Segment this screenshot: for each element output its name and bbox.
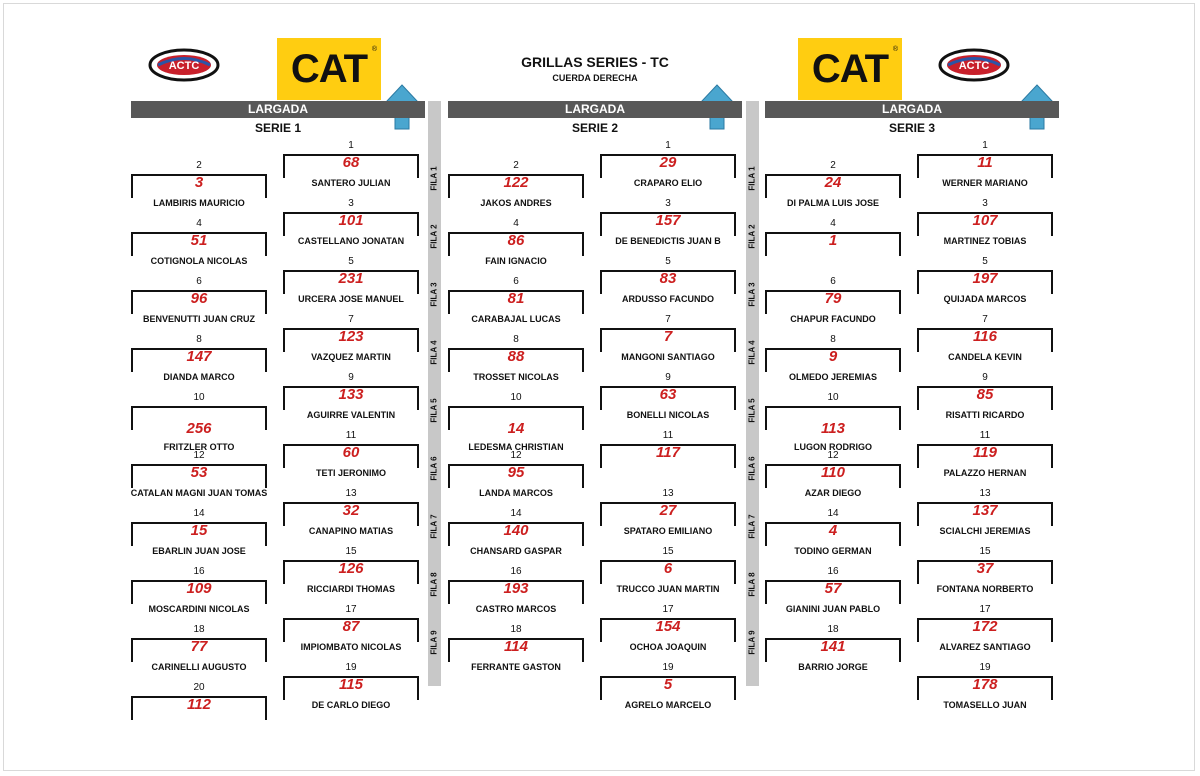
car-slot bbox=[448, 406, 584, 442]
car-number: 116 bbox=[973, 328, 997, 345]
grid-position: 1 bbox=[665, 140, 671, 151]
car-slot bbox=[131, 348, 267, 372]
driver-name: JAKOS ANDRES bbox=[480, 198, 552, 208]
car-number: 15 bbox=[190, 522, 208, 539]
car-number: 6 bbox=[663, 560, 673, 577]
driver-name: COTIGNOLA NICOLAS bbox=[150, 256, 248, 266]
car-slot bbox=[131, 406, 267, 442]
car-number: 68 bbox=[342, 154, 360, 171]
driver-name: FRITZLER OTTO bbox=[163, 442, 235, 452]
grid-position: 4 bbox=[830, 218, 836, 229]
car-slot bbox=[448, 232, 584, 256]
driver-name: CASTRO MARCOS bbox=[475, 604, 557, 614]
driver-name: URCERA JOSE MANUEL bbox=[298, 294, 404, 304]
car-slot bbox=[917, 212, 1053, 236]
car-slot bbox=[765, 638, 901, 662]
car-slot bbox=[283, 618, 419, 642]
car-slot bbox=[131, 696, 267, 720]
car-slot bbox=[765, 174, 901, 198]
car-number: 4 bbox=[828, 522, 838, 539]
grid-position: 7 bbox=[665, 314, 671, 325]
driver-name: LUGON RODRIGO bbox=[794, 442, 872, 452]
actc-logo bbox=[938, 48, 1010, 82]
driver-name: LAMBIRIS MAURICIO bbox=[153, 198, 245, 208]
car-slot bbox=[765, 348, 901, 372]
car-number: 79 bbox=[824, 290, 842, 307]
car-slot bbox=[131, 580, 267, 604]
car-number: 95 bbox=[507, 464, 525, 481]
car-number: 87 bbox=[342, 618, 360, 635]
grid-position: 14 bbox=[193, 508, 205, 519]
driver-name: CANAPINO MATIAS bbox=[308, 526, 394, 536]
driver-name: DI PALMA LUIS JOSE bbox=[786, 198, 879, 208]
car-slot bbox=[917, 154, 1053, 178]
car-number: 193 bbox=[503, 580, 529, 597]
car-number: 114 bbox=[504, 638, 528, 655]
driver-name: CASTELLANO JONATAN bbox=[297, 236, 405, 246]
driver-name: TRUCCO JUAN MARTIN bbox=[616, 584, 720, 594]
car-slot bbox=[600, 560, 736, 584]
car-slot bbox=[131, 464, 267, 488]
car-number: 119 bbox=[973, 444, 997, 461]
driver-name: AGUIRRE VALENTIN bbox=[306, 410, 396, 420]
car-slot bbox=[765, 464, 901, 488]
fila-label-text: FILA 8 bbox=[430, 571, 439, 597]
driver-name: LANDA MARCOS bbox=[479, 488, 553, 498]
largada-bar: LARGADA bbox=[131, 101, 425, 118]
fila-label-text: FILA 3 bbox=[430, 281, 439, 307]
fila-label-text: FILA 1 bbox=[748, 165, 757, 191]
grid-position: 4 bbox=[513, 218, 519, 229]
car-slot bbox=[765, 290, 901, 314]
car-number: 88 bbox=[507, 348, 525, 365]
car-number: 107 bbox=[972, 212, 998, 229]
driver-name: GIANINI JUAN PABLO bbox=[785, 604, 881, 614]
car-slot bbox=[765, 232, 901, 256]
cat-registered-mark: ® bbox=[371, 46, 377, 53]
car-number: 81 bbox=[507, 290, 525, 307]
car-number: 110 bbox=[821, 464, 845, 481]
driver-name: TODINO GERMAN bbox=[794, 546, 872, 556]
car-number: 112 bbox=[187, 696, 211, 713]
largada-bar: LARGADA bbox=[765, 101, 1059, 118]
grid-position: 18 bbox=[510, 624, 522, 635]
car-number: 77 bbox=[190, 638, 208, 655]
fila-label-text: FILA 3 bbox=[748, 281, 757, 307]
driver-name: WERNER MARIANO bbox=[942, 178, 1028, 188]
car-number: 3 bbox=[194, 174, 204, 191]
fila-label-text: FILA 2 bbox=[748, 223, 757, 249]
grid-position: 5 bbox=[982, 256, 988, 267]
driver-name: VAZQUEZ MARTIN bbox=[311, 352, 391, 362]
driver-name: BARRIO JORGE bbox=[798, 662, 868, 672]
grid-position: 8 bbox=[196, 334, 202, 345]
car-slot bbox=[283, 154, 419, 178]
serie-title: SERIE 3 bbox=[888, 121, 936, 135]
car-number: 32 bbox=[342, 502, 360, 519]
car-number: 123 bbox=[338, 328, 364, 345]
fila-label-text: FILA 5 bbox=[748, 397, 757, 423]
car-slot bbox=[448, 580, 584, 604]
car-slot bbox=[448, 348, 584, 372]
grid-position: 11 bbox=[662, 430, 674, 441]
car-slot bbox=[600, 618, 736, 642]
grid-position: 10 bbox=[827, 392, 839, 403]
driver-name: OLMEDO JEREMIAS bbox=[788, 372, 877, 382]
car-slot bbox=[448, 290, 584, 314]
car-slot bbox=[917, 270, 1053, 294]
grid-position: 2 bbox=[196, 160, 202, 171]
car-slot bbox=[600, 502, 736, 526]
driver-name: SPATARO EMILIANO bbox=[623, 526, 713, 536]
fila-label-text: FILA 4 bbox=[430, 339, 439, 365]
car-number: 57 bbox=[824, 580, 842, 597]
car-number: 1 bbox=[828, 232, 838, 249]
car-number: 115 bbox=[339, 676, 363, 693]
driver-name: ALVAREZ SANTIAGO bbox=[939, 642, 1031, 652]
car-slot bbox=[600, 328, 736, 352]
cat-registered-mark: ® bbox=[892, 46, 898, 53]
svg-text:ACTC: ACTC bbox=[168, 60, 200, 72]
grid-position: 13 bbox=[345, 488, 357, 499]
driver-name: PALAZZO HERNAN bbox=[943, 468, 1027, 478]
driver-name: FAIN IGNACIO bbox=[485, 256, 547, 266]
car-slot bbox=[283, 502, 419, 526]
actc-logo bbox=[148, 48, 220, 82]
svg-text:ACTC: ACTC bbox=[958, 60, 990, 72]
grid-position: 14 bbox=[827, 508, 839, 519]
driver-name: TOMASELLO JUAN bbox=[943, 700, 1027, 710]
driver-name: CRAPARO ELIO bbox=[633, 178, 703, 188]
car-number: 157 bbox=[655, 212, 681, 229]
grid-position: 16 bbox=[827, 566, 839, 577]
grid-position: 19 bbox=[662, 662, 674, 673]
car-slot bbox=[283, 444, 419, 468]
driver-name: MARTINEZ TOBIAS bbox=[943, 236, 1027, 246]
car-slot bbox=[765, 580, 901, 604]
car-number: 178 bbox=[972, 676, 998, 693]
car-slot bbox=[448, 638, 584, 662]
car-slot bbox=[600, 386, 736, 410]
grid-position: 16 bbox=[193, 566, 205, 577]
fila-label bbox=[746, 448, 759, 488]
grid-position: 15 bbox=[979, 546, 991, 557]
driver-name: FERRANTE GASTON bbox=[471, 662, 561, 672]
car-number: 113 bbox=[821, 420, 845, 437]
car-number: 37 bbox=[976, 560, 994, 577]
driver-name: LEDESMA CHRISTIAN bbox=[468, 442, 564, 452]
car-number: 101 bbox=[338, 212, 364, 229]
fila-label-text: FILA 4 bbox=[748, 339, 757, 365]
car-number: 83 bbox=[659, 270, 677, 287]
car-number: 137 bbox=[972, 502, 998, 519]
car-slot bbox=[448, 174, 584, 198]
car-number: 24 bbox=[824, 174, 842, 191]
driver-name: CARINELLI AUGUSTO bbox=[151, 662, 247, 672]
car-slot bbox=[765, 522, 901, 546]
serie-title: SERIE 2 bbox=[571, 121, 619, 135]
car-slot bbox=[917, 444, 1053, 468]
grid-position: 19 bbox=[979, 662, 991, 673]
grid-position: 1 bbox=[348, 140, 354, 151]
car-number: 51 bbox=[190, 232, 208, 249]
car-number: 141 bbox=[820, 638, 846, 655]
car-slot bbox=[131, 232, 267, 256]
car-number: 85 bbox=[976, 386, 994, 403]
grid-position: 5 bbox=[665, 256, 671, 267]
car-number: 86 bbox=[507, 232, 525, 249]
page-title: GRILLAS SERIES - TC bbox=[521, 54, 669, 70]
car-slot bbox=[917, 386, 1053, 410]
grid-position: 1 bbox=[982, 140, 988, 151]
car-number: 126 bbox=[338, 560, 364, 577]
grid-position: 8 bbox=[830, 334, 836, 345]
fila-label-text: FILA 9 bbox=[748, 629, 757, 655]
grid-position: 3 bbox=[982, 198, 988, 209]
car-number: 231 bbox=[338, 270, 364, 287]
driver-name: RICCIARDI THOMAS bbox=[307, 584, 395, 594]
car-slot bbox=[283, 560, 419, 584]
grid-position: 13 bbox=[662, 488, 674, 499]
driver-name: ARDUSSO FACUNDO bbox=[621, 294, 714, 304]
cat-logo bbox=[277, 38, 381, 100]
driver-name: TROSSET NICOLAS bbox=[473, 372, 559, 382]
car-number: 5 bbox=[663, 676, 673, 693]
driver-name: SCIALCHI JEREMIAS bbox=[939, 526, 1031, 536]
car-slot bbox=[283, 328, 419, 352]
car-number: 63 bbox=[659, 386, 677, 403]
driver-name: IMPIOMBATO NICOLAS bbox=[300, 642, 402, 652]
car-slot bbox=[600, 270, 736, 294]
car-slot bbox=[600, 212, 736, 236]
car-slot bbox=[131, 174, 267, 198]
grid-position: 18 bbox=[193, 624, 205, 635]
fila-label-text: FILA 7 bbox=[430, 513, 439, 539]
fila-label-text: FILA 8 bbox=[748, 571, 757, 597]
cat-logo-text: CAT bbox=[290, 46, 368, 91]
car-slot bbox=[448, 522, 584, 546]
car-number: 14 bbox=[507, 420, 525, 437]
driver-name: QUIJADA MARCOS bbox=[943, 294, 1027, 304]
car-number: 109 bbox=[186, 580, 212, 597]
fila-label-text: FILA 2 bbox=[430, 223, 439, 249]
driver-name: CARABAJAL LUCAS bbox=[471, 314, 561, 324]
grid-position: 17 bbox=[979, 604, 991, 615]
grid-position: 6 bbox=[196, 276, 202, 287]
fila-label-text: FILA 6 bbox=[430, 455, 439, 481]
grid-position: 17 bbox=[345, 604, 357, 615]
grid-position: 5 bbox=[348, 256, 354, 267]
car-number: 147 bbox=[186, 348, 212, 365]
grid-position: 13 bbox=[979, 488, 991, 499]
car-slot bbox=[283, 676, 419, 700]
driver-name: BENVENUTTI JUAN CRUZ bbox=[142, 314, 255, 324]
grid-position: 6 bbox=[830, 276, 836, 287]
grid-position: 7 bbox=[348, 314, 354, 325]
car-number: 197 bbox=[972, 270, 998, 287]
car-slot bbox=[917, 502, 1053, 526]
car-number: 256 bbox=[186, 420, 212, 437]
driver-name: CHAPUR FACUNDO bbox=[790, 314, 876, 324]
fila-label-text: FILA 7 bbox=[748, 513, 757, 539]
driver-name: EBARLIN JUAN JOSE bbox=[152, 546, 246, 556]
grid-position: 12 bbox=[510, 450, 522, 461]
driver-name: SANTERO JULIAN bbox=[311, 178, 391, 188]
car-number: 60 bbox=[342, 444, 360, 461]
driver-name: DE BENEDICTIS JUAN B bbox=[615, 236, 721, 246]
grid-position: 20 bbox=[193, 682, 205, 693]
car-slot bbox=[917, 618, 1053, 642]
grid-position: 3 bbox=[348, 198, 354, 209]
grid-position: 19 bbox=[345, 662, 357, 673]
car-number: 53 bbox=[190, 464, 208, 481]
grid-position: 8 bbox=[513, 334, 519, 345]
grid-position: 15 bbox=[345, 546, 357, 557]
grid-position: 16 bbox=[510, 566, 522, 577]
car-slot bbox=[131, 290, 267, 314]
driver-name: MOSCARDINI NICOLAS bbox=[148, 604, 250, 614]
grid-position: 11 bbox=[345, 430, 357, 441]
fila-label-text: FILA 9 bbox=[430, 629, 439, 655]
car-number: 140 bbox=[503, 522, 529, 539]
largada-bar: LARGADA bbox=[448, 101, 742, 118]
car-number: 122 bbox=[503, 174, 529, 191]
car-slot bbox=[283, 386, 419, 410]
driver-name: CANDELA KEVIN bbox=[948, 352, 1022, 362]
page-subtitle: CUERDA DERECHA bbox=[552, 73, 638, 83]
driver-name: CATALAN MAGNI JUAN TOMAS bbox=[130, 488, 268, 498]
driver-name: BONELLI NICOLAS bbox=[626, 410, 710, 420]
driver-name: DE CARLO DIEGO bbox=[311, 700, 391, 710]
driver-name: MANGONI SANTIAGO bbox=[621, 352, 715, 362]
car-slot bbox=[283, 270, 419, 294]
grid-position: 14 bbox=[510, 508, 522, 519]
grid-position: 9 bbox=[982, 372, 988, 383]
grid-position: 7 bbox=[982, 314, 988, 325]
cat-logo bbox=[798, 38, 902, 100]
driver-name: TETI JERONIMO bbox=[315, 468, 386, 478]
driver-name: DIANDA MARCO bbox=[163, 372, 235, 382]
grid-position: 9 bbox=[348, 372, 354, 383]
serie-title: SERIE 1 bbox=[254, 121, 302, 135]
grid-position: 2 bbox=[830, 160, 836, 171]
driver-name: AGRELO MARCELO bbox=[624, 700, 712, 710]
car-slot bbox=[917, 328, 1053, 352]
car-number: 11 bbox=[977, 154, 993, 171]
car-slot bbox=[600, 154, 736, 178]
grid-position: 6 bbox=[513, 276, 519, 287]
car-slot bbox=[600, 444, 736, 468]
driver-name: CHANSARD GASPAR bbox=[470, 546, 562, 556]
car-slot bbox=[283, 212, 419, 236]
driver-name: OCHOA JOAQUIN bbox=[629, 642, 707, 652]
car-number: 96 bbox=[190, 290, 208, 307]
grid-position: 9 bbox=[665, 372, 671, 383]
car-slot bbox=[131, 522, 267, 546]
car-number: 9 bbox=[828, 348, 838, 365]
car-slot bbox=[765, 406, 901, 442]
car-number: 27 bbox=[659, 502, 677, 519]
grid-position: 17 bbox=[662, 604, 674, 615]
car-number: 117 bbox=[656, 444, 680, 461]
car-slot bbox=[917, 676, 1053, 700]
grid-position: 3 bbox=[665, 198, 671, 209]
grid-position: 2 bbox=[513, 160, 519, 171]
car-number: 154 bbox=[655, 618, 681, 635]
grid-position: 11 bbox=[979, 430, 991, 441]
driver-name: FONTANA NORBERTO bbox=[936, 584, 1034, 594]
driver-name: AZAR DIEGO bbox=[804, 488, 862, 498]
grid-position: 18 bbox=[827, 624, 839, 635]
car-slot bbox=[131, 638, 267, 662]
grid-position: 15 bbox=[662, 546, 674, 557]
grid-position: 4 bbox=[196, 218, 202, 229]
car-slot bbox=[917, 560, 1053, 584]
fila-label-text: FILA 1 bbox=[430, 165, 439, 191]
grid-position: 12 bbox=[827, 450, 839, 461]
car-number: 133 bbox=[338, 386, 364, 403]
cat-logo-text: CAT bbox=[811, 46, 889, 91]
grid-position: 12 bbox=[193, 450, 205, 461]
car-number: 29 bbox=[659, 154, 677, 171]
fila-label-text: FILA 6 bbox=[748, 455, 757, 481]
driver-name: RISATTI RICARDO bbox=[945, 410, 1025, 420]
car-slot bbox=[448, 464, 584, 488]
car-slot bbox=[600, 676, 736, 700]
car-number: 7 bbox=[663, 328, 673, 345]
car-number: 172 bbox=[972, 618, 998, 635]
grid-position: 10 bbox=[193, 392, 205, 403]
grid-position: 10 bbox=[510, 392, 522, 403]
fila-label-text: FILA 5 bbox=[430, 397, 439, 423]
